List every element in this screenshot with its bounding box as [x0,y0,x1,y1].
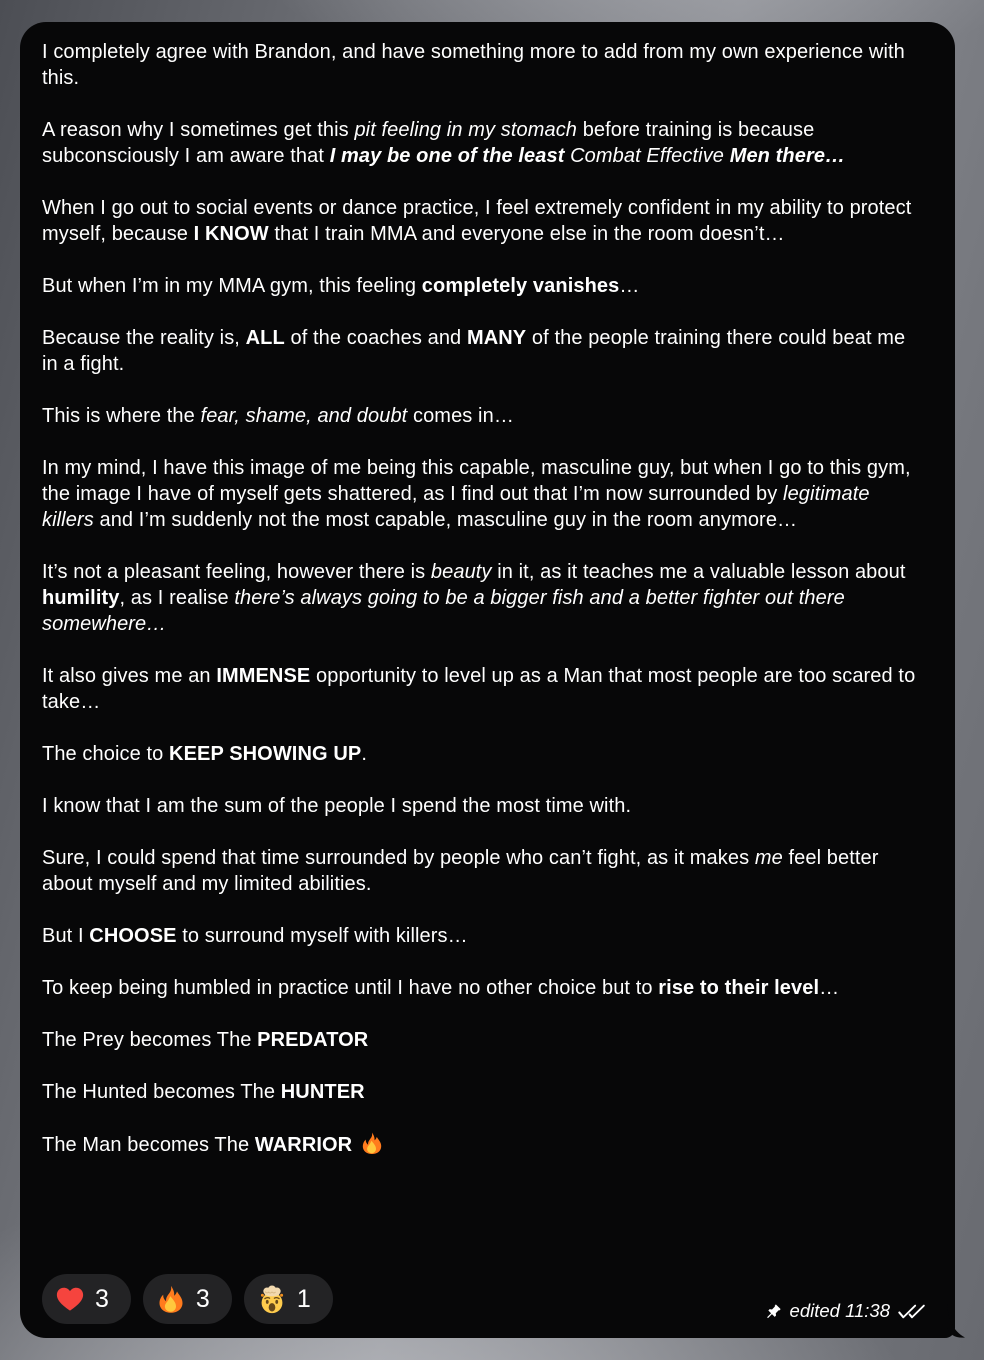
text-run: there’s always going to be a bigger fish and a better fighter out there somewhere… [42,587,845,635]
heart-icon [55,1284,85,1314]
text-run: rise to their level [658,977,820,999]
message-paragraph [42,1131,926,1158]
text-run: and I’m suddenly not the most capable, masculine guy in the room anymore… [93,509,798,531]
reaction-exploding-head[interactable] [244,1274,333,1324]
reaction-count: 1 [296,1284,311,1313]
fire-icon [360,1131,384,1155]
text-run: But I [42,925,90,947]
text-run: In my mind, I have this image of me being this capable, masculine guy, but when I go to this gym, the image I have of myself gets shattered, as I find out that I’m now surrounded by [42,457,911,505]
text-run: This is where the [42,405,201,427]
text-run: feel better about myself and my limited abilities. [42,847,879,895]
text-run: The Prey becomes The [42,1029,258,1051]
text-run: . [361,743,367,765]
text-run: Because the reality is, [42,327,246,349]
text-run: opportunity to level up as a Man that most people are too scared to take… [42,665,916,713]
reaction-count: 3 [95,1284,109,1313]
edited-timestamp: edited 11:38 [789,1300,890,1321]
text-run: in it, as it teaches me a valuable lesson about [491,561,906,583]
text-run: The choice to [42,743,170,765]
text-run: of the coaches and [284,327,467,349]
message-paragraph [42,403,926,429]
text-run: KEEP SHOWING UP [169,743,362,765]
text-run: completely vanishes [421,275,620,297]
message-paragraph [42,325,926,377]
text-run: Men there… [729,145,846,167]
fire-icon [156,1284,186,1314]
text-run: CHOOSE [89,925,177,947]
text-run: to surround myself with killers… [176,925,468,947]
text-run: It’s not a pleasant feeling, however there is [42,561,431,583]
message-paragraph [42,273,926,299]
text-run: , as I realise [119,587,235,609]
text-run: The Hunted becomes The [42,1081,281,1103]
text-run: MANY [466,327,527,349]
reaction-count: 3 [195,1284,210,1313]
text-run: Combat Effective [564,145,730,167]
message-paragraph [42,117,926,169]
message-paragraph [42,975,926,1001]
message-paragraph [42,559,926,637]
double-check-icon [897,1303,926,1319]
text-run: IMMENSE [216,665,311,687]
message-paragraph [42,663,926,715]
text-run: The Man becomes The [42,1134,255,1156]
text-run: Sure, I could spend that time surrounded by people who can’t fight, as it makes [42,847,755,869]
text-run: HUNTER [280,1081,365,1103]
message-paragraph [42,845,926,897]
text-run: before training is because subconsciously I am aware that [42,119,815,167]
text-run: When I go out to social events or dance practice, I feel extremely confident in my ability to protect myself, because [42,197,912,245]
bubble-tail [947,1304,966,1338]
text-run: I KNOW [193,223,269,245]
text-run: WARRIOR [254,1134,353,1156]
message-paragraph [42,923,926,949]
text-run: PREDATOR [257,1029,369,1051]
text-run: A reason why I sometimes get this [42,119,355,141]
text-run: fear, shame, and doubt [200,405,408,427]
text-run: of the people training there could beat me in a fight. [42,327,906,375]
message-paragraph [42,195,926,247]
message-paragraph [42,793,926,819]
pin-icon [765,1303,782,1320]
text-run: It also gives me an [42,665,217,687]
message-paragraphs [42,39,926,1158]
message-paragraph [42,1079,926,1105]
text-run: that I train MMA and everyone else in the room doesn’t… [268,223,785,245]
text-run: beauty [430,561,492,583]
reaction-fire[interactable] [143,1274,232,1324]
text-run: I may be one of the least [329,145,565,167]
text-run: pit feeling in my stomach [354,119,578,141]
text-run: legitimate killers [42,483,870,531]
reactions [42,1274,333,1324]
message-paragraph [42,455,926,533]
text-run: To keep being humbled in practice until I have no other choice but to [42,977,659,999]
text-run: … [619,275,640,297]
message-paragraph [42,741,926,767]
text-run [352,1134,358,1156]
message-paragraph [42,1027,926,1053]
text-run: humility [42,587,120,609]
message-paragraph [42,39,926,91]
text-run: I know that I am the sum of the people I spend the most time with. [42,795,632,817]
text-run: … [819,977,840,999]
text-run: I completely agree with Brandon, and have something more to add from my own experience with this. [42,41,905,89]
text-run: me [754,847,783,869]
message-meta [765,1300,925,1322]
reaction-heart[interactable] [42,1274,131,1324]
message-bubble [20,22,955,1338]
text-run: comes in… [407,405,514,427]
text-run: ALL [245,327,285,349]
exploding-head-icon [257,1284,287,1314]
text-run: But when I’m in my MMA gym, this feeling [42,275,422,297]
